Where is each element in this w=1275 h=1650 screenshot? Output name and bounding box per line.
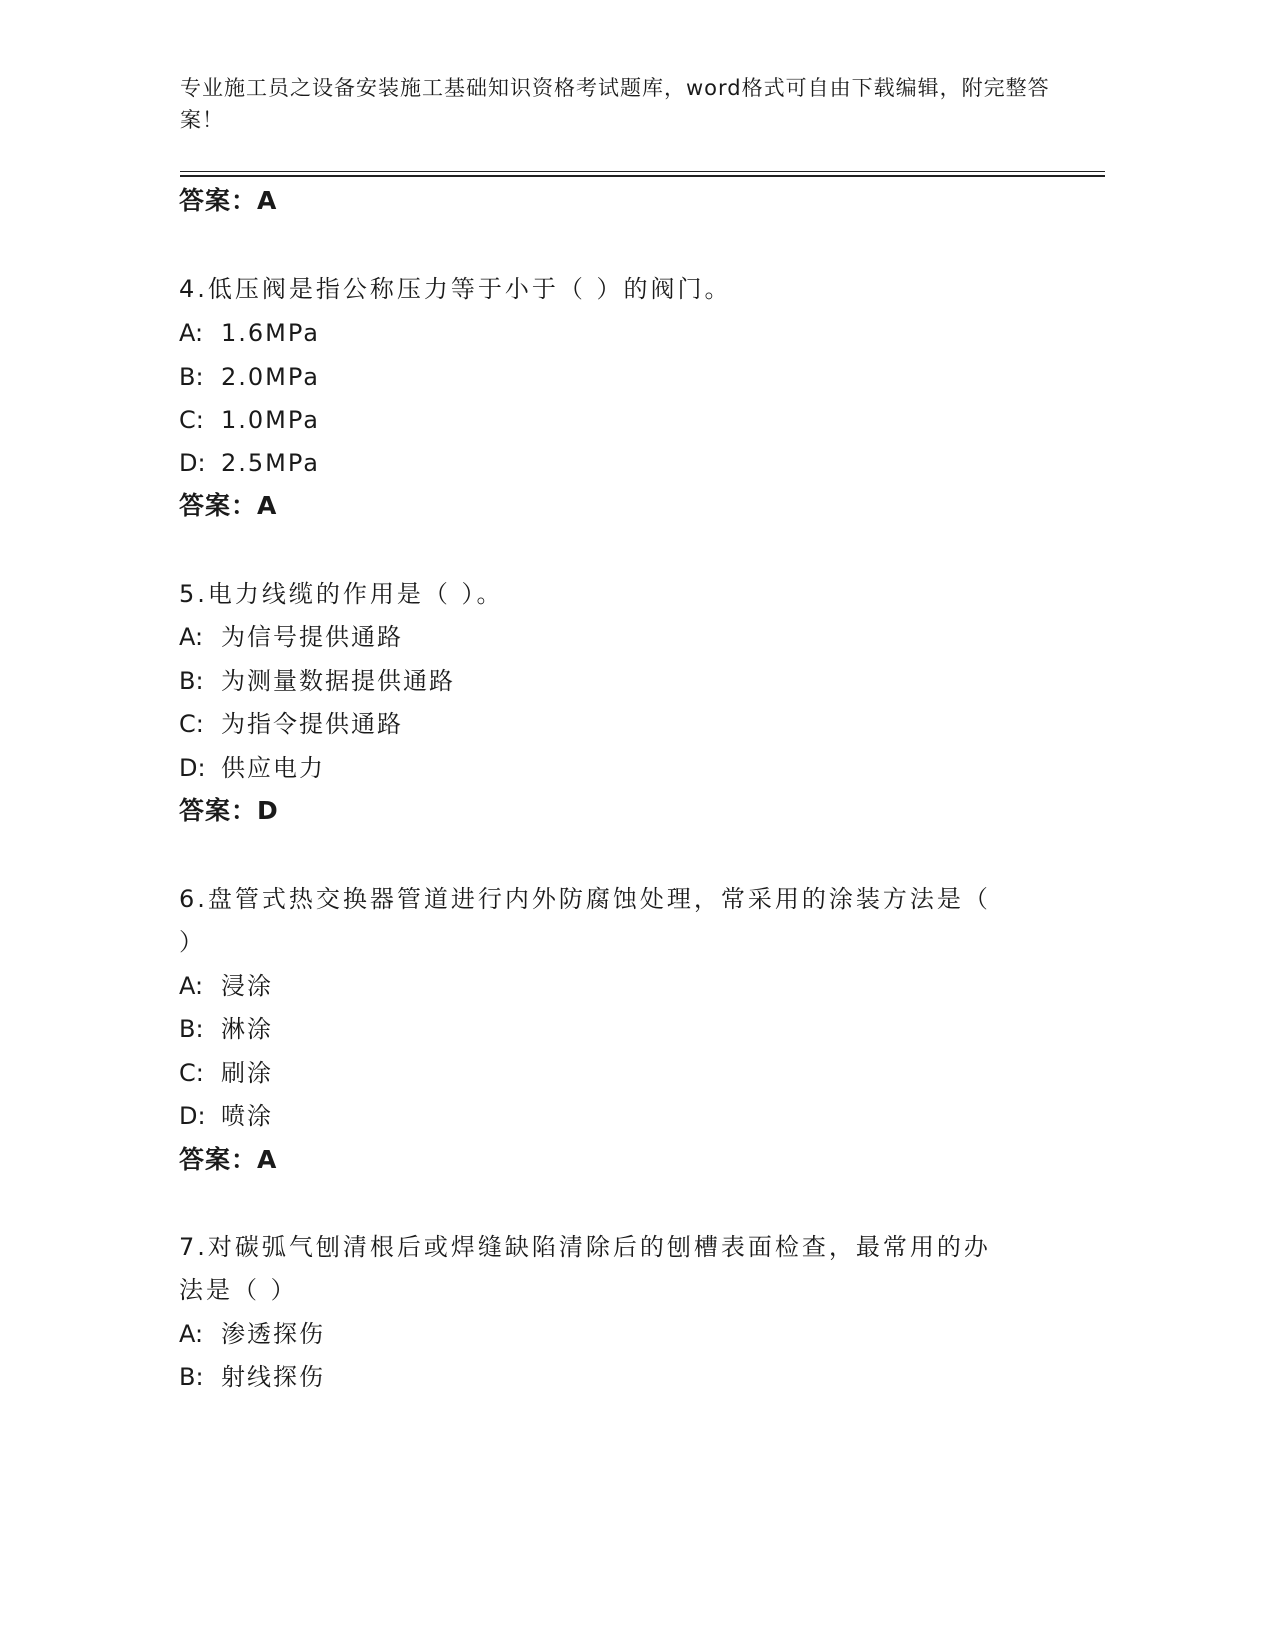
- header-divider-thick: [180, 175, 1105, 177]
- question-7-stem-line1: 7.对碳弧气刨清根后或焊缝缺陷清除后的刨槽表面检查，最常用的办: [179, 1233, 991, 1261]
- question-6-option-c: [179, 1058, 273, 1088]
- option-text: 供应电力: [221, 754, 325, 782]
- question-4-option-d: [179, 448, 320, 478]
- question-4-option-b: [179, 362, 320, 392]
- option-letter: A:: [179, 623, 204, 651]
- option-letter: B:: [179, 667, 204, 695]
- option-text: 1.0MPa: [221, 406, 320, 434]
- option-letter: B:: [179, 363, 204, 391]
- option-text: 淋涂: [221, 1015, 273, 1043]
- question-4-stem: 4.低压阀是指公称压力等于小于（ ）的阀门。: [179, 275, 732, 303]
- option-letter: D:: [179, 754, 206, 782]
- option-letter: A:: [179, 1320, 204, 1348]
- question-6-answer: 答案：A: [179, 1145, 278, 1174]
- option-letter: B:: [179, 1363, 204, 1391]
- question-5-answer: 答案：D: [179, 796, 279, 825]
- option-text: 2.0MPa: [221, 363, 320, 391]
- question-5-option-d: [179, 753, 325, 783]
- option-letter: C:: [179, 406, 204, 434]
- question-6-option-a: [179, 971, 273, 1001]
- question-5-option-c: [179, 709, 403, 739]
- option-text: 渗透探伤: [221, 1320, 325, 1348]
- option-letter: D:: [179, 449, 206, 477]
- option-text: 刷涂: [221, 1059, 273, 1087]
- question-7-option-a: [179, 1319, 325, 1349]
- option-letter: C:: [179, 710, 204, 738]
- question-4-option-c: [179, 405, 320, 435]
- question-6-option-d: [179, 1101, 273, 1131]
- option-text: 1.6MPa: [221, 319, 320, 347]
- question-7-stem-line2: 法是（ ）: [179, 1276, 298, 1304]
- question-5-option-a: [179, 622, 403, 652]
- question-4-answer: 答案：A: [179, 491, 278, 520]
- option-letter: D:: [179, 1102, 206, 1130]
- header-divider-thin: [180, 171, 1105, 172]
- question-6-stem-line2: ）: [179, 928, 206, 956]
- option-text: 为测量数据提供通路: [221, 667, 455, 695]
- question-6-option-b: [179, 1014, 273, 1044]
- previous-answer: 答案：A: [179, 186, 278, 215]
- question-6-stem-line1: 6.盘管式热交换器管道进行内外防腐蚀处理，常采用的涂装方法是（: [179, 885, 991, 913]
- question-5-stem: 5.电力线缆的作用是（ ）。: [179, 580, 504, 608]
- option-text: 2.5MPa: [221, 449, 320, 477]
- option-letter: A:: [179, 319, 204, 347]
- question-4-option-a: [179, 318, 320, 348]
- option-letter: A:: [179, 972, 204, 1000]
- option-letter: B:: [179, 1015, 204, 1043]
- question-5-option-b: [179, 666, 455, 696]
- question-7-option-b: [179, 1362, 325, 1392]
- option-text: 喷涂: [221, 1102, 273, 1130]
- document-header: 专业施工员之设备安装施工基础知识资格考试题库，word格式可自由下载编辑，附完整答案！: [180, 76, 1050, 132]
- option-text: 为信号提供通路: [221, 623, 403, 651]
- option-text: 浸涂: [221, 972, 273, 1000]
- option-letter: C:: [179, 1059, 204, 1087]
- option-text: 为指令提供通路: [221, 710, 403, 738]
- option-text: 射线探伤: [221, 1363, 325, 1391]
